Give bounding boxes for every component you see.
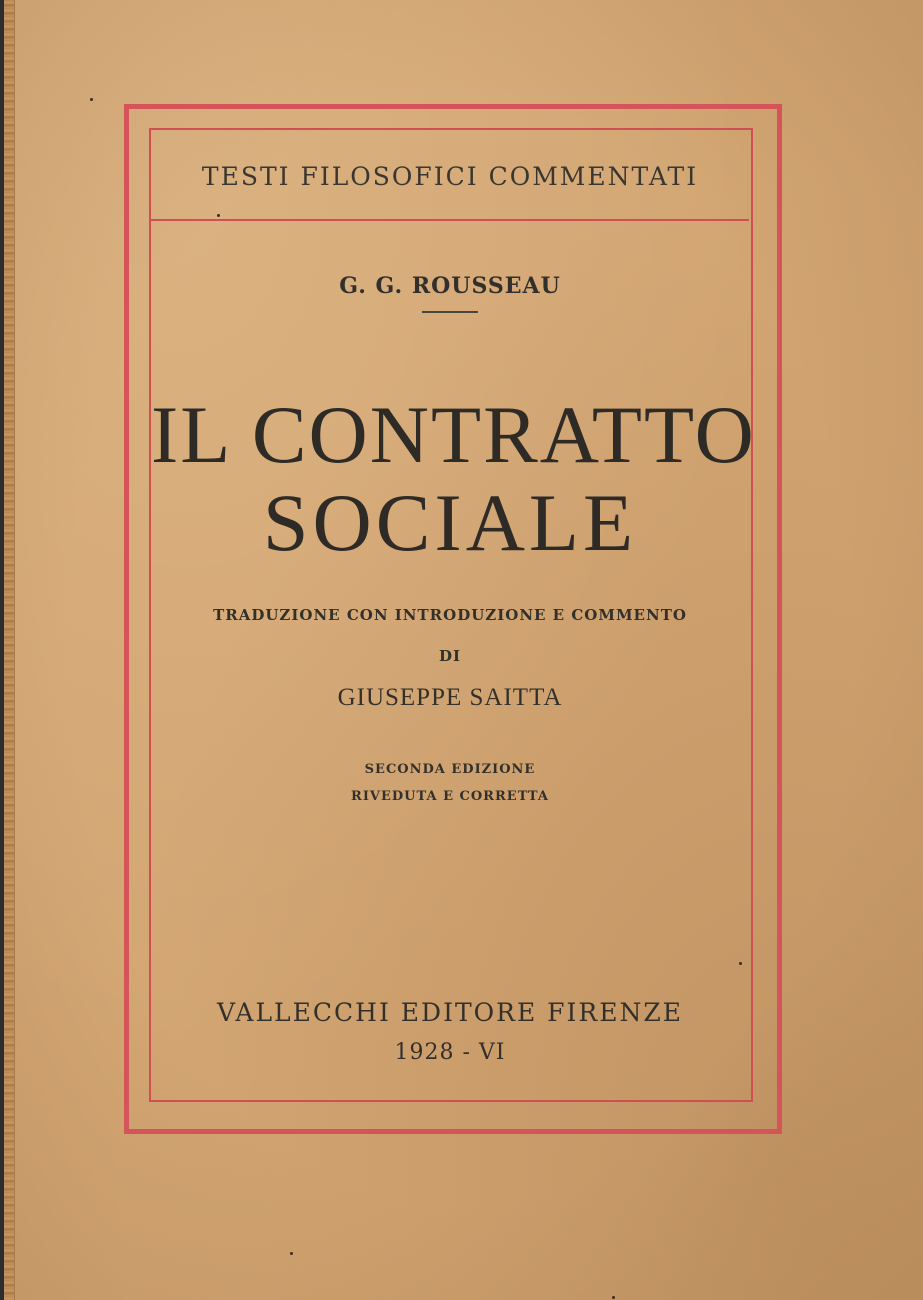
author-name: G. G. ROUSSEAU	[339, 273, 561, 299]
series-divider	[151, 219, 749, 221]
publication-year: 1928 - VI	[394, 1040, 506, 1065]
paper-speck	[217, 214, 220, 217]
translator-name: GIUSEPPE SAITTA	[337, 684, 563, 711]
subtitle-line1: TRADUZIONE CON INTRODUZIONE E COMMENTO	[213, 606, 687, 624]
edition-line2: RIVEDUTA E CORRETTA	[351, 789, 549, 804]
book-title-line1: IL CONTRATTO	[151, 389, 756, 480]
paper-speck	[739, 962, 742, 965]
subtitle-line2: DI	[438, 647, 462, 665]
author-underline	[422, 311, 478, 313]
paper-speck	[290, 1252, 293, 1255]
paper-speck	[90, 98, 93, 101]
series-title: TESTI FILOSOFICI COMMENTATI	[201, 162, 699, 191]
publisher-name: VALLECCHI EDITORE FIRENZE	[217, 998, 683, 1027]
edition-line1: SECONDA EDIZIONE	[364, 762, 536, 777]
book-title-line2: SOCIALE	[262, 477, 638, 568]
paper-speck	[612, 1296, 615, 1299]
cover-edge-shadow	[0, 0, 4, 1300]
